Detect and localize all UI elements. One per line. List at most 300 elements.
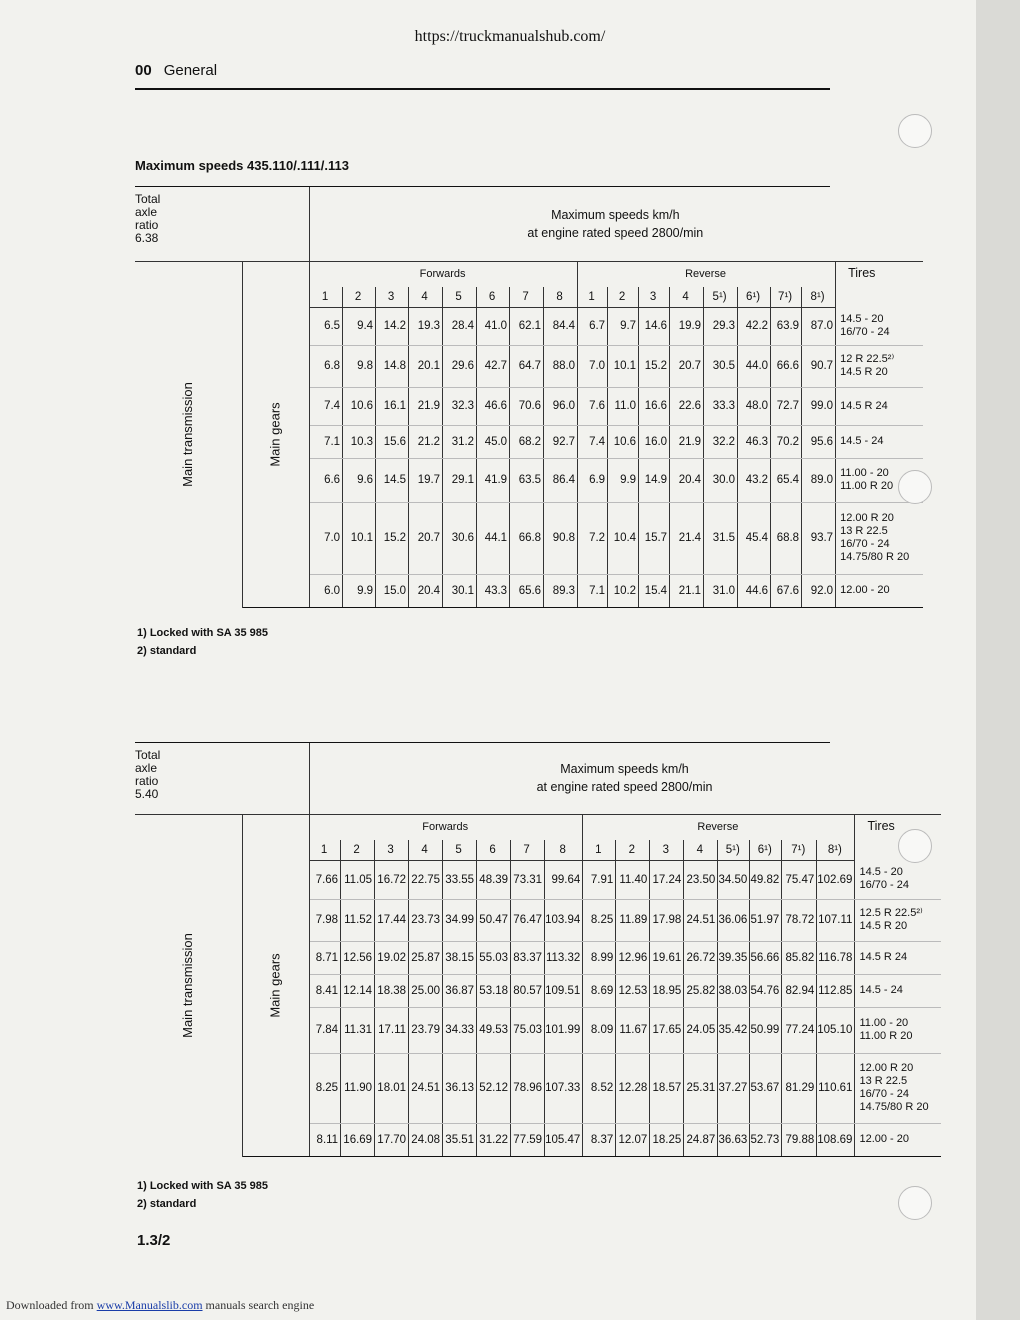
source-url[interactable]: https://truckmanualshub.com/ [414, 28, 606, 45]
tire-sizes-cell [855, 1053, 941, 1123]
max-speeds-line1: Maximum speeds km/h [560, 762, 689, 777]
speed-cell: 45.4 [738, 502, 771, 574]
speed-cell: 25.31 [684, 1053, 718, 1123]
speed-cell: 44.1 [477, 502, 510, 574]
speed-cell: 6.6 [310, 458, 343, 502]
axle-ratio-line: axle [135, 761, 158, 775]
speed-cell: 36.13 [443, 1053, 477, 1123]
speed-cell: 72.7 [771, 387, 802, 425]
section-title: Maximum speeds 435.110/.111/.113 [135, 158, 349, 173]
speed-cell: 90.7 [802, 345, 836, 387]
speed-cell: 53.18 [477, 974, 511, 1007]
gear-header: 1 [583, 840, 616, 860]
speed-cell: 92.7 [544, 425, 578, 458]
speed-cell: 19.02 [375, 941, 409, 974]
speed-cell: 46.3 [738, 425, 771, 458]
speed-cell: 8.69 [583, 974, 616, 1007]
speed-cell: 34.50 [718, 860, 750, 899]
axle-ratio-cell [135, 187, 310, 261]
speed-cell: 19.9 [670, 307, 704, 345]
speed-cell: 11.05 [341, 860, 375, 899]
speed-cell: 35.42 [718, 1007, 750, 1053]
speed-cell: 26.72 [684, 941, 718, 974]
tire-size: 11.00 R 20 [859, 1030, 913, 1042]
tire-size: 14.5 - 24 [840, 435, 884, 447]
tires-label: Tires [848, 265, 876, 280]
main-transmission-label: Main transmission [179, 932, 195, 1038]
axle-ratio-line: Total [135, 192, 161, 206]
speed-cell: 31.2 [443, 425, 477, 458]
speed-cell: 103.94 [545, 899, 583, 941]
speed-cell: 22.75 [409, 860, 443, 899]
gear-header: 1 [310, 840, 341, 860]
tire-size: 14.5 - 20 [840, 312, 884, 325]
speed-cell: 49.53 [477, 1007, 511, 1053]
speed-cell: 7.6 [578, 387, 608, 425]
tire-sizes-cell [855, 1123, 941, 1156]
speed-cell: 16.72 [375, 860, 409, 899]
speed-cell: 28.4 [443, 307, 477, 345]
speed-cell: 75.03 [511, 1007, 545, 1053]
tire-sizes-cell [836, 574, 923, 607]
speed-cell: 8.71 [310, 941, 341, 974]
speed-cell: 32.3 [443, 387, 477, 425]
speed-cell: 54.76 [750, 974, 782, 1007]
speed-cell: 21.2 [409, 425, 443, 458]
footnote: 2) standard [137, 645, 197, 657]
tire-size: 16/70 - 24 [840, 538, 890, 550]
speed-cell: 6.8 [310, 345, 343, 387]
speed-cell: 7.91 [583, 860, 616, 899]
speed-cell: 25.87 [409, 941, 443, 974]
speed-cell: 24.87 [684, 1123, 718, 1156]
tire-size: 14.5 R 24 [859, 951, 908, 963]
speed-cell: 7.98 [310, 899, 341, 941]
chapter-number: 00 [135, 62, 152, 79]
main-gears-label: Main gears [267, 952, 283, 1018]
gear-header: 3 [639, 287, 670, 307]
footer-prefix: Downloaded from [6, 1298, 94, 1312]
tire-sizes-cell [855, 899, 941, 941]
speed-cell: 10.2 [608, 574, 639, 607]
speed-cell: 92.0 [802, 574, 836, 607]
speed-cell: 101.99 [545, 1007, 583, 1053]
tire-size: 11.00 R 20 [840, 480, 894, 492]
forwards-label: Forwards [310, 814, 583, 840]
reverse-label: Reverse [578, 261, 836, 287]
group-header-row [135, 261, 923, 287]
gear-header: 3 [375, 840, 409, 860]
speed-cell: 105.47 [545, 1123, 583, 1156]
speed-cell: 24.05 [684, 1007, 718, 1053]
speed-cell: 41.0 [477, 307, 510, 345]
speed-cell: 9.9 [343, 574, 376, 607]
speed-cell: 90.8 [544, 502, 578, 574]
speed-cell: 29.6 [443, 345, 477, 387]
speed-cell: 36.63 [718, 1123, 750, 1156]
speed-cell: 11.0 [608, 387, 639, 425]
binder-hole-2 [898, 470, 932, 504]
tire-size: 13 R 22.5 [859, 1075, 908, 1087]
gear-header: 7 [511, 840, 545, 860]
tire-sizes-cell [855, 974, 941, 1007]
tire-size: 12.00 R 20 [859, 1062, 914, 1074]
speed-cell: 51.97 [750, 899, 782, 941]
speed-cell: 32.2 [704, 425, 738, 458]
speed-cell: 29.1 [443, 458, 477, 502]
footnote: 2) standard [137, 1198, 197, 1210]
speed-cell: 38.15 [443, 941, 477, 974]
speed-cell: 9.4 [343, 307, 376, 345]
speed-cell: 12.07 [616, 1123, 650, 1156]
speed-cell: 6.9 [578, 458, 608, 502]
speed-cell: 7.1 [578, 574, 608, 607]
speed-cell: 18.25 [650, 1123, 684, 1156]
tire-size: 12 R 22.5²⁾ [840, 353, 895, 365]
gear-header: 4 [684, 840, 718, 860]
tire-size: 12.00 R 20 [840, 512, 894, 524]
speed-cell: 52.12 [477, 1053, 511, 1123]
gear-header: 3 [376, 287, 409, 307]
speed-cell: 19.61 [650, 941, 684, 974]
speed-cell: 23.50 [684, 860, 718, 899]
tires-label: Tires [867, 818, 895, 833]
gear-header: 5¹) [704, 287, 738, 307]
speed-cell: 17.11 [375, 1007, 409, 1053]
speed-cell: 14.6 [639, 307, 670, 345]
speed-cell: 89.0 [802, 458, 836, 502]
speed-cell: 39.35 [718, 941, 750, 974]
speed-cell: 52.73 [750, 1123, 782, 1156]
speed-cell: 70.6 [510, 387, 544, 425]
speed-cell: 8.25 [310, 1053, 341, 1123]
speed-cell: 33.3 [704, 387, 738, 425]
speed-cell: 20.1 [409, 345, 443, 387]
speed-cell: 105.10 [817, 1007, 855, 1053]
speed-cell: 15.2 [376, 502, 409, 574]
tire-sizes-cell [836, 307, 923, 345]
speed-cell: 12.53 [616, 974, 650, 1007]
manualslib-link[interactable]: www.Manualslib.com [96, 1298, 203, 1312]
speed-cell: 78.72 [782, 899, 817, 941]
gear-header: 7¹) [782, 840, 817, 860]
speed-cell: 77.24 [782, 1007, 817, 1053]
speed-cell: 8.41 [310, 974, 341, 1007]
axle-ratio-line: 5.40 [135, 787, 159, 801]
speed-cell: 64.7 [510, 345, 544, 387]
speed-cell: 7.84 [310, 1007, 341, 1053]
speed-cell: 34.99 [443, 899, 477, 941]
tire-size: 12.5 R 22.5²⁾ [859, 907, 923, 919]
gear-header: 7 [510, 287, 544, 307]
speed-cell: 15.4 [639, 574, 670, 607]
axle-ratio-line: ratio [135, 218, 159, 232]
header-row [135, 187, 923, 261]
speed-cell: 7.0 [310, 502, 343, 574]
gear-header: 6¹) [738, 287, 771, 307]
speed-cell: 80.57 [511, 974, 545, 1007]
axle-ratio-line: 6.38 [135, 231, 159, 245]
speed-cell: 35.51 [443, 1123, 477, 1156]
speed-cell: 25.00 [409, 974, 443, 1007]
gear-header: 5 [443, 287, 477, 307]
gear-header: 4 [409, 287, 443, 307]
speed-cell: 16.0 [639, 425, 670, 458]
speed-cell: 88.0 [544, 345, 578, 387]
speed-cell: 10.4 [608, 502, 639, 574]
speed-cell: 55.03 [477, 941, 511, 974]
speed-cell: 75.47 [782, 860, 817, 899]
speed-cell: 23.73 [409, 899, 443, 941]
speed-cell: 11.89 [616, 899, 650, 941]
footnote: 1) Locked with SA 35 985 [137, 627, 269, 639]
speed-cell: 12.14 [341, 974, 375, 1007]
tire-sizes-cell [836, 502, 923, 574]
speed-cell: 67.6 [771, 574, 802, 607]
gear-header: 4 [670, 287, 704, 307]
speed-cell: 82.94 [782, 974, 817, 1007]
speed-cell: 11.67 [616, 1007, 650, 1053]
speed-cell: 43.3 [477, 574, 510, 607]
speed-cell: 8.25 [583, 899, 616, 941]
speed-cell: 81.29 [782, 1053, 817, 1123]
speed-cell: 21.9 [670, 425, 704, 458]
tire-size: 16/70 - 24 [859, 1088, 909, 1100]
main-transmission-cell [135, 261, 242, 607]
speed-cell: 95.6 [802, 425, 836, 458]
speed-cell: 18.57 [650, 1053, 684, 1123]
speed-cell: 10.1 [608, 345, 639, 387]
tire-size: 13 R 22.5 [840, 525, 888, 537]
speed-cell: 17.65 [650, 1007, 684, 1053]
max-speeds-line2: at engine rated speed 2800/min [536, 780, 713, 795]
speed-cell: 84.4 [544, 307, 578, 345]
speed-cell: 33.55 [443, 860, 477, 899]
gear-header: 1 [310, 287, 343, 307]
speed-cell: 36.87 [443, 974, 477, 1007]
speed-cell: 79.88 [782, 1123, 817, 1156]
reverse-label: Reverse [583, 814, 855, 840]
speed-cell: 50.47 [477, 899, 511, 941]
speed-cell: 21.4 [670, 502, 704, 574]
max-speeds-line2: at engine rated speed 2800/min [527, 225, 704, 240]
speed-cell: 15.0 [376, 574, 409, 607]
speed-cell: 17.70 [375, 1123, 409, 1156]
tire-size: 11.00 - 20 [840, 467, 889, 479]
max-speeds-heading [310, 187, 923, 261]
gear-header: 8¹) [802, 287, 836, 307]
speed-cell: 37.27 [718, 1053, 750, 1123]
speed-cell: 116.78 [817, 941, 855, 974]
speed-cell: 21.9 [409, 387, 443, 425]
speed-cell: 86.4 [544, 458, 578, 502]
speed-cell: 76.47 [511, 899, 545, 941]
speed-cell: 7.1 [310, 425, 343, 458]
speed-cell: 17.24 [650, 860, 684, 899]
speed-cell: 53.67 [750, 1053, 782, 1123]
speed-cell: 11.52 [341, 899, 375, 941]
footnotes-table2 [137, 1177, 268, 1213]
max-speeds-heading [310, 743, 941, 814]
gear-header: 2 [343, 287, 376, 307]
speed-cell: 16.6 [639, 387, 670, 425]
speed-cell: 12.28 [616, 1053, 650, 1123]
speed-cell: 31.0 [704, 574, 738, 607]
gear-header: 2 [341, 840, 375, 860]
speed-cell: 78.96 [511, 1053, 545, 1123]
speed-cell: 12.96 [616, 941, 650, 974]
speed-cell: 8.99 [583, 941, 616, 974]
speed-cell: 66.8 [510, 502, 544, 574]
tire-size: 14.5 - 20 [859, 866, 903, 879]
speed-cell: 16.69 [341, 1123, 375, 1156]
speed-cell: 62.1 [510, 307, 544, 345]
speed-cell: 102.69 [817, 860, 855, 899]
speed-cell: 15.6 [376, 425, 409, 458]
speed-cell: 83.37 [511, 941, 545, 974]
main-gears-cell [242, 814, 309, 1156]
speed-cell: 20.7 [409, 502, 443, 574]
speed-cell: 30.6 [443, 502, 477, 574]
speed-cell: 30.1 [443, 574, 477, 607]
axle-ratio-cell [135, 743, 310, 814]
speed-cell: 11.31 [341, 1007, 375, 1053]
main-transmission-cell [135, 814, 242, 1156]
gear-header: 6 [477, 287, 510, 307]
group-header-row [135, 814, 941, 840]
speed-cell: 11.40 [616, 860, 650, 899]
speed-cell: 7.4 [578, 425, 608, 458]
tire-size: 14.5 R 24 [840, 399, 888, 412]
speed-cell: 45.0 [477, 425, 510, 458]
tire-size: 11.00 - 20 [859, 1017, 909, 1029]
speed-cell: 48.39 [477, 860, 511, 899]
speed-cell: 12.56 [341, 941, 375, 974]
gear-header: 2 [608, 287, 639, 307]
speed-cell: 107.33 [545, 1053, 583, 1123]
speed-cell: 107.11 [817, 899, 855, 941]
binder-hole-3 [898, 829, 932, 863]
page-header [135, 62, 830, 90]
speed-cell: 20.4 [409, 574, 443, 607]
footnotes-table1 [137, 624, 268, 660]
speed-cell: 15.2 [639, 345, 670, 387]
scan-edge [976, 0, 1020, 1320]
speed-cell: 24.51 [684, 899, 718, 941]
tire-size: 14.75/80 R 20 [859, 1101, 929, 1113]
speed-cell: 14.8 [376, 345, 409, 387]
speed-cell: 31.22 [477, 1123, 511, 1156]
speed-cell: 17.44 [375, 899, 409, 941]
speed-cell: 41.9 [477, 458, 510, 502]
binder-hole-1 [898, 114, 932, 148]
tire-size: 16/70 - 24 [859, 879, 909, 892]
speed-cell: 8.11 [310, 1123, 341, 1156]
speed-cell: 15.7 [639, 502, 670, 574]
speed-cell: 7.66 [310, 860, 341, 899]
speed-cell: 70.2 [771, 425, 802, 458]
speed-cell: 8.09 [583, 1007, 616, 1053]
tire-size: 14.75/80 R 20 [840, 551, 910, 563]
tire-sizes-cell [855, 941, 941, 974]
speed-cell: 99.0 [802, 387, 836, 425]
speed-cell: 7.0 [578, 345, 608, 387]
speed-cell: 18.01 [375, 1053, 409, 1123]
speed-cell: 36.06 [718, 899, 750, 941]
footnote: 1) Locked with SA 35 985 [137, 1180, 269, 1192]
speed-cell: 30.5 [704, 345, 738, 387]
speed-cell: 44.6 [738, 574, 771, 607]
speed-cell: 20.4 [670, 458, 704, 502]
speed-cell: 38.03 [718, 974, 750, 1007]
speed-cell: 66.6 [771, 345, 802, 387]
speed-cell: 7.2 [578, 502, 608, 574]
speed-cell: 49.82 [750, 860, 782, 899]
speed-cell: 44.0 [738, 345, 771, 387]
speed-cell: 18.95 [650, 974, 684, 1007]
speed-cell: 14.2 [376, 307, 409, 345]
speed-cell: 63.9 [771, 307, 802, 345]
speed-cell: 99.64 [545, 860, 583, 899]
tire-size: 14.5 R 20 [859, 920, 908, 932]
tire-sizes-cell [836, 345, 923, 387]
gear-header: 6 [477, 840, 511, 860]
speed-cell: 65.6 [510, 574, 544, 607]
speed-cell: 21.1 [670, 574, 704, 607]
speed-cell: 30.0 [704, 458, 738, 502]
speed-cell: 29.3 [704, 307, 738, 345]
speed-cell: 18.38 [375, 974, 409, 1007]
gear-header: 8 [545, 840, 583, 860]
axle-ratio-line: Total [135, 748, 161, 762]
speed-cell: 10.1 [343, 502, 376, 574]
gear-header: 3 [650, 840, 684, 860]
main-transmission-label: Main transmission [179, 381, 195, 487]
speed-cell: 9.9 [608, 458, 639, 502]
header-row [135, 743, 941, 814]
speed-cell: 68.8 [771, 502, 802, 574]
gear-header: 2 [616, 840, 650, 860]
speed-cell: 24.51 [409, 1053, 443, 1123]
speed-cell: 113.32 [545, 941, 583, 974]
footer-suffix: manuals search engine [205, 1298, 315, 1312]
page-number: 1.3/2 [137, 1232, 171, 1249]
speed-cell: 19.7 [409, 458, 443, 502]
speed-cell: 9.7 [608, 307, 639, 345]
axle-ratio-line: axle [135, 205, 158, 219]
speed-cell: 73.31 [511, 860, 545, 899]
axle-ratio-line: ratio [135, 774, 159, 788]
speed-cell: 43.2 [738, 458, 771, 502]
max-speeds-line1: Maximum speeds km/h [551, 207, 680, 222]
gear-header: 1 [578, 287, 608, 307]
speed-cell: 93.7 [802, 502, 836, 574]
chapter-title: General [163, 62, 218, 79]
tire-sizes-cell [855, 1007, 941, 1053]
speed-cell: 10.6 [343, 387, 376, 425]
main-gears-cell [242, 261, 309, 607]
speed-cell: 110.61 [817, 1053, 855, 1123]
download-footer [6, 1298, 314, 1313]
speed-cell: 50.99 [750, 1007, 782, 1053]
speed-cell: 87.0 [802, 307, 836, 345]
forwards-label: Forwards [310, 261, 578, 287]
speed-cell: 65.4 [771, 458, 802, 502]
gear-header: 6¹) [750, 840, 782, 860]
tire-sizes-cell [836, 425, 923, 458]
speed-cell: 85.82 [782, 941, 817, 974]
speed-cell: 10.3 [343, 425, 376, 458]
